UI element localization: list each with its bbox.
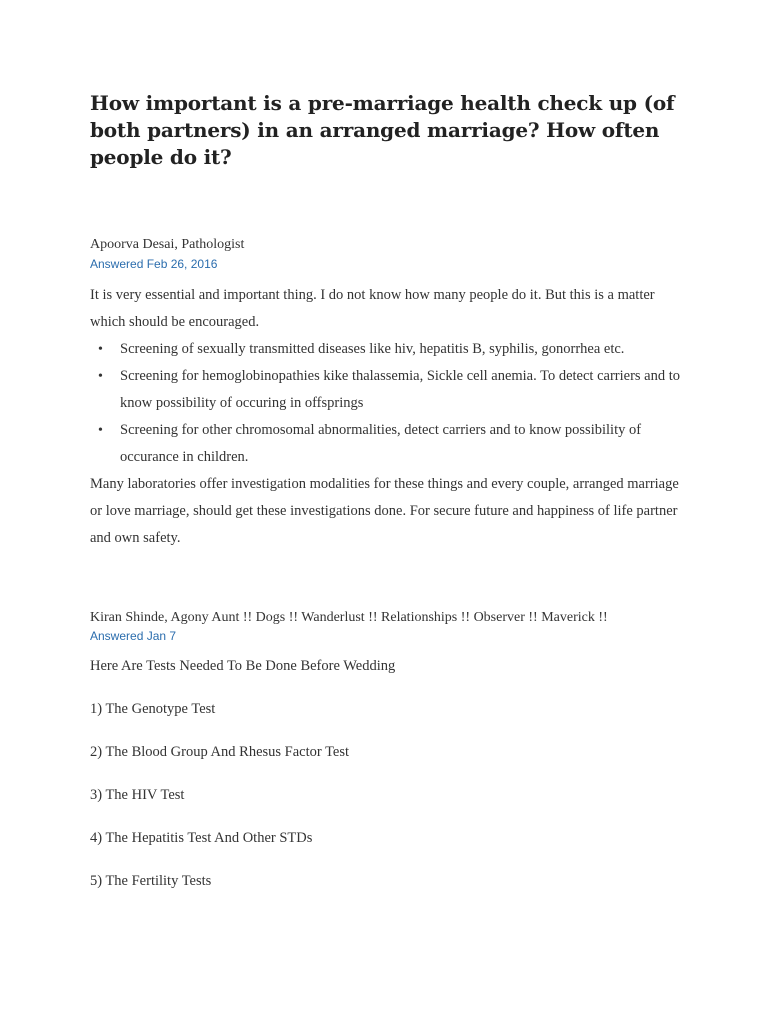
answer-1-author-link[interactable]: Apoorva Desai, Pathologist xyxy=(90,237,245,252)
answer-2-author-link[interactable]: Kiran Shinde, Agony Aunt !! Dogs !! Wanderlust !! Relationships !! Observer !! Maverick !! xyxy=(90,610,608,625)
answer-2-author[interactable] xyxy=(90,609,608,627)
list-item: 3) The HIV Test xyxy=(90,787,185,803)
answer-1-bullet-list xyxy=(90,336,690,471)
bullet-icon: • xyxy=(98,369,103,384)
bullet-icon: • xyxy=(98,342,103,357)
answer-1-body xyxy=(90,282,690,552)
answer-1-intro: It is very essential and important thing. I do not know how many people do it. But this is a matter which should be encouraged. xyxy=(90,287,655,330)
list-item-text: Screening of sexually transmitted diseases like hiv, hepatitis B, syphilis, gonorrhea etc. xyxy=(120,341,625,357)
answer-2-heading: Here Are Tests Needed To Be Done Before Wedding xyxy=(90,658,396,674)
list-item-text: Screening for hemoglobinopathies kike thalassemia, Sickle cell anemia. To detect carriers and to know possibility of occuring in offsprings xyxy=(120,368,680,411)
list-item xyxy=(98,417,690,471)
bullet-icon: • xyxy=(98,423,103,438)
list-item: 1) The Genotype Test xyxy=(90,701,216,717)
list-item: 2) The Blood Group And Rhesus Factor Test xyxy=(90,744,350,760)
list-item xyxy=(98,336,690,363)
answer-2-body xyxy=(90,657,690,915)
answer-1-date[interactable]: Answered Feb 26, 2016 xyxy=(90,257,218,271)
list-item: 4) The Hepatitis Test And Other STDs xyxy=(90,830,313,846)
answer-2-date[interactable]: Answered Jan 7 xyxy=(90,629,177,643)
answer-1-author[interactable] xyxy=(90,236,244,254)
question-title: How important is a pre-marriage health check up (of both partners) in an arranged marriage? How often people do it? xyxy=(90,91,675,169)
answer-1-conclusion: Many laboratories offer investigation modalities for these things and every couple, arranged marriage or love marriage, should get these investigations done. For secure future and happiness of life partner and own safety. xyxy=(90,476,679,546)
list-item-text: Screening for other chromosomal abnormalities, detect carriers and to know possibility of occurance in children. xyxy=(120,422,642,465)
list-item: 5) The Fertility Tests xyxy=(90,873,212,889)
list-item xyxy=(98,363,690,417)
